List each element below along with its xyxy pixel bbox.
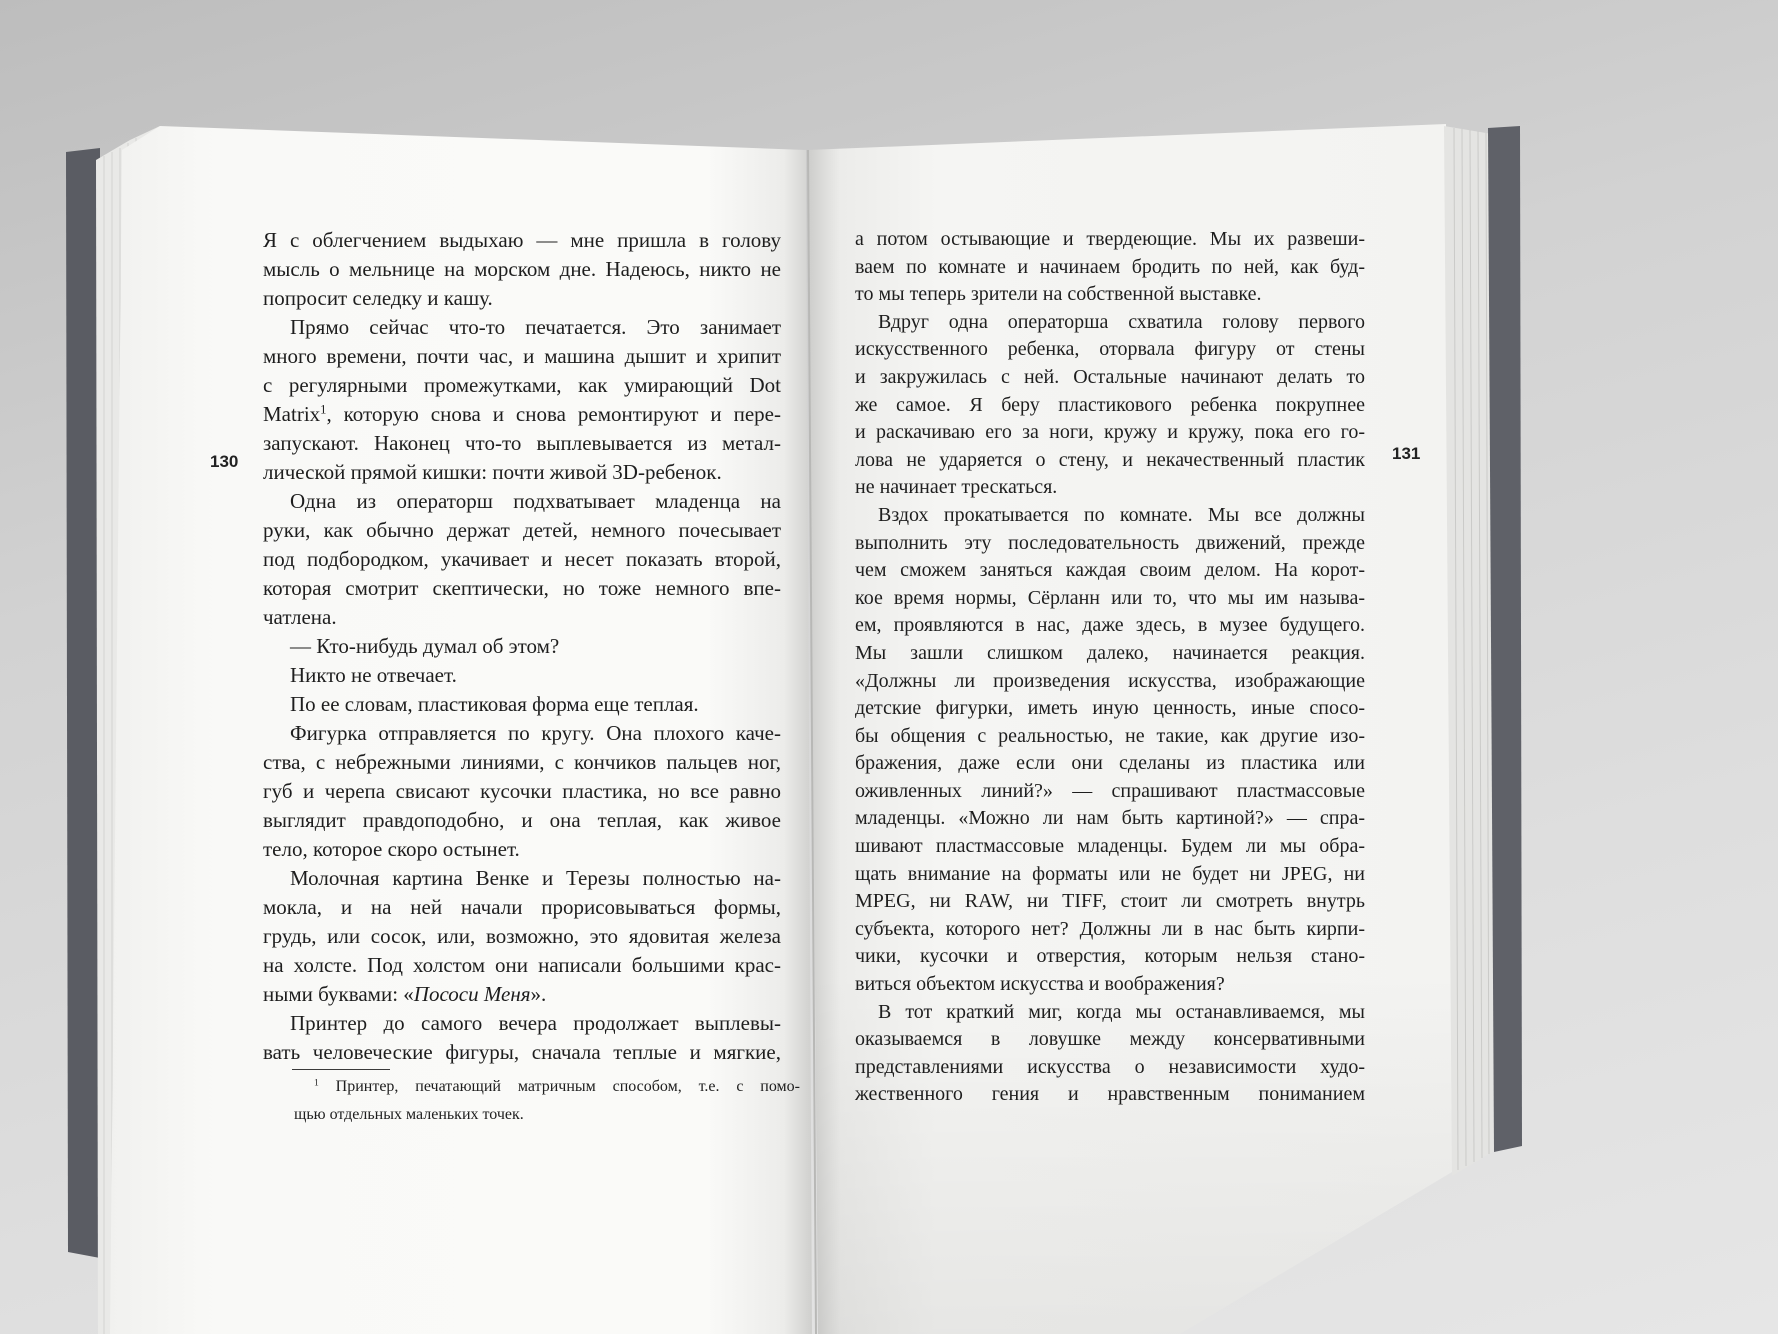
text-line: представлениями искусства о независимости худо- [855, 1055, 1365, 1078]
footnote-line: щью отдельных маленьких точек. [294, 1106, 524, 1123]
text-line: ваем по комнате и начинаем бродить по ней, как буд- [855, 255, 1365, 278]
text-line: кое время нормы, Сёрланн или то, что мы им называ- [855, 586, 1365, 609]
text-line: Принтер до самого вечера продолжает выплевы- [290, 1011, 781, 1035]
footnote-reference: 1 [320, 402, 327, 417]
right-cover-edge [1488, 126, 1522, 1152]
text-line: Фигурка отправляется по кругу. Она плохого каче- [290, 721, 781, 745]
text-line: MPEG, ни RAW, ни TIFF, стоит ли смотреть внутрь [855, 890, 1365, 913]
text-segment: Принтер, печатающий матричным способом, т.е. с помо- [335, 1078, 800, 1095]
text-line: Молочная картина Венке и Терезы полностью на- [290, 866, 781, 890]
footnote-rule [292, 1069, 390, 1070]
footnote-line [294, 1073, 800, 1101]
text-line: с регулярными промежутками, как умирающий Dot [263, 373, 781, 397]
text-line: мокла, и на ней начали прорисовываться формы, [263, 895, 781, 919]
text-line: шивают пластмассовые младенцы. Будем ли мы обра- [855, 835, 1365, 858]
page-number-right: 131 [1392, 444, 1421, 463]
text-line: под подбородком, укачивает и несет показать второй, [263, 547, 781, 571]
text-line: — Кто-нибудь думал об этом? [290, 634, 560, 658]
text-line: Вдруг одна операторша схватила голову первого [878, 310, 1365, 333]
text-line: вать человеческие фигуры, сначала теплые и мягкие, [263, 1040, 781, 1064]
text-line: искусственного ребенка, оторвала фигуру от стены [855, 338, 1365, 361]
right-page-text [855, 226, 1365, 1109]
italic-title: Пососи Меня [413, 982, 531, 1006]
text-line: и раскачиваю его за ноги, кружу и кружу, пока его го- [855, 421, 1365, 444]
text-line: Никто не отвечает. [290, 663, 457, 687]
text-line: оживленных линий?» — спрашивают пластмассовые [855, 779, 1365, 802]
text-line: виться объектом искусства и воображения? [855, 973, 1225, 996]
text-line: чатлена. [263, 605, 337, 629]
left-cover-edge [66, 148, 100, 1258]
text-line: чики, кусочки и отверстия, которым нельзя стано- [855, 945, 1365, 968]
text-line [263, 400, 781, 429]
text-segment: Matrix [263, 402, 321, 426]
page-number-left: 130 [210, 452, 239, 471]
text-line: много времени, почти час, и машина дышит и хрипит [263, 344, 781, 368]
text-line: ем, проявляются в нас, даже здесь, в музее будущего. [855, 614, 1365, 637]
text-line: В тот краткий миг, когда мы останавливаемся, мы [878, 1000, 1365, 1023]
text-line: а потом остывающие и твердеющие. Мы их развеши- [855, 228, 1365, 250]
text-line: запускают. Наконец что-то выплевывается из метал- [263, 431, 781, 455]
text-line: Я с облегчением выдыхаю — мне пришла в голову [263, 228, 781, 252]
footnote [294, 1073, 800, 1129]
text-line: ства, с небрежными линиями, с кончиков пальцев ног, [263, 750, 781, 774]
text-line: Одна из операторш подхватывает младенца на [290, 489, 781, 513]
text-line: Вздох прокатывается по комнате. Мы все должны [878, 503, 1365, 526]
text-line: лической прямой кишки: почти живой 3D-ребенок. [263, 460, 722, 484]
text-segment: ными буквами: « [263, 982, 414, 1006]
text-line: «Должны ли произведения искусства, изображающие [855, 669, 1365, 692]
text-line: жественного гения и нравственным пониманием [855, 1083, 1365, 1106]
text-line: По ее словам, пластиковая форма еще теплая. [290, 692, 699, 716]
text-line: и закружилась с ней. Остальные начинают делать то [855, 365, 1365, 388]
text-segment: ». [530, 982, 547, 1006]
left-page-text [263, 226, 781, 1067]
text-line: на холсте. Под холстом они написали большими крас- [263, 953, 781, 977]
text-line: детские фигурки, иметь иную ценность, иные спосо- [855, 697, 1365, 720]
text-line: которая смотрит скептически, но тоже немного впе- [263, 576, 781, 600]
text-line: мысль о мельнице на морском дне. Надеюсь, никто не [263, 257, 781, 281]
text-line: не начинает трескаться. [855, 476, 1058, 499]
text-segment: , которую снова и снова ремонтируют и пере- [326, 402, 781, 426]
text-line: же самое. Я беру пластикового ребенка покрупнее [855, 393, 1365, 416]
text-line: Прямо сейчас что-то печатается. Это занимает [290, 315, 781, 339]
text-line: щать внимание на форматы или не будет ни JPEG, ни [855, 862, 1365, 885]
text-line: грудь, или сосок, или, возможно, это ядовитая железа [263, 924, 781, 948]
text-line: чем сможем заняться каждая своим делом. На корот- [855, 559, 1365, 582]
text-line: руки, как обычно держат детей, немного почесывает [263, 518, 781, 542]
text-line: младенцы. «Можно ли нам быть картиной?» — спра- [855, 807, 1365, 830]
text-line: то мы теперь зрители на собственной выставке. [855, 283, 1262, 306]
text-line: субъекта, которого нет? Должны ли в нас быть кирпи- [855, 917, 1365, 940]
text-line: попросит селедку и кашу. [263, 286, 493, 310]
text-line: выглядит правдоподобно, и она теплая, как живое [263, 808, 781, 832]
text-line: оказываемся в ловушке между консервативными [855, 1028, 1365, 1051]
text-line: Мы зашли слишком далеко, начинается реакция. [855, 641, 1365, 664]
text-line: лова не ударяется о стену, и некачественный пластик [855, 448, 1365, 471]
text-line: выполнить эту последовательность движений, прежде [855, 531, 1365, 554]
text-line: бы общения с реальностью, не такие, как другие изо- [855, 724, 1365, 747]
text-line [263, 980, 781, 1009]
footnote-marker: 1 [314, 1077, 319, 1089]
text-line: бражения, даже если они сделаны из пластика или [855, 752, 1365, 775]
text-line: тело, которое скоро остынет. [263, 837, 520, 861]
text-line: губ и черепа свисают кусочки пластика, но все равно [263, 779, 781, 803]
